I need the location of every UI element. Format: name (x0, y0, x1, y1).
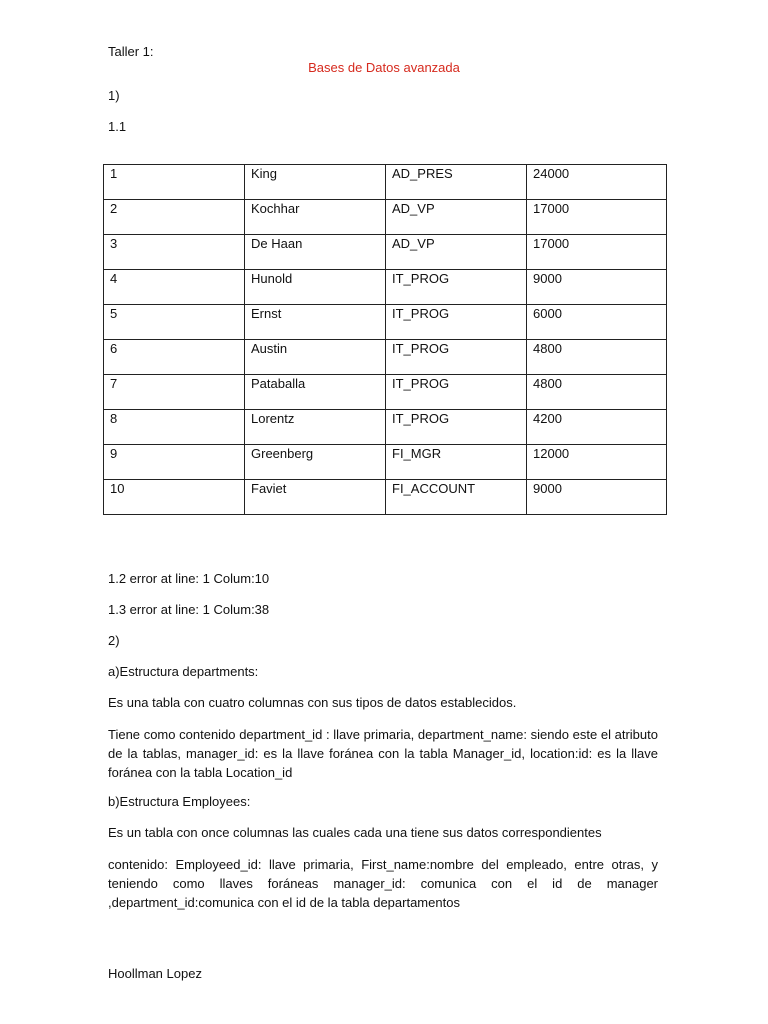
table-cell: 2 (104, 200, 245, 235)
table-cell: AD_VP (386, 200, 527, 235)
section-1-number: 1) (108, 88, 120, 103)
table-cell: King (245, 165, 386, 200)
table-cell: Austin (245, 340, 386, 375)
table-row (104, 480, 667, 515)
table-cell: FI_MGR (386, 445, 527, 480)
table-cell: Hunold (245, 270, 386, 305)
table-cell: AD_PRES (386, 165, 527, 200)
error-1-2: 1.2 error at line: 1 Colum:10 (108, 571, 270, 586)
table-cell: Greenberg (245, 445, 386, 480)
table-row (104, 165, 667, 200)
employees-paragraph-2: contenido: Employeed_id: llave primaria, First_name:nombre del empleado, entre otras, y teniendo como llaves foráneas manager_id: comunica con el id de manager ,department_id:comunica con el id de la tabla departamentos (108, 857, 658, 910)
table-row (104, 445, 667, 480)
table-cell: Ernst (245, 305, 386, 340)
table-cell: Pataballa (245, 375, 386, 410)
table-cell: 9 (104, 445, 245, 480)
table-cell: 10 (104, 480, 245, 515)
table-cell: 4 (104, 270, 245, 305)
table-cell: De Haan (245, 235, 386, 270)
employees-paragraph-1: Es un tabla con once columnas las cuales cada una tiene sus datos correspondientes (108, 825, 602, 840)
table-cell: 6 (104, 340, 245, 375)
section-1-1-number: 1.1 (108, 119, 127, 134)
table-cell: Lorentz (245, 410, 386, 445)
table-cell: 4200 (527, 410, 667, 445)
table-cell: Faviet (245, 480, 386, 515)
table-cell: IT_PROG (386, 270, 527, 305)
table-cell: Kochhar (245, 200, 386, 235)
table-cell: 9000 (527, 270, 667, 305)
table-cell: 6000 (527, 305, 667, 340)
table-cell: IT_PROG (386, 340, 527, 375)
table-cell: 5 (104, 305, 245, 340)
table-row (104, 235, 667, 270)
table-cell: 4800 (527, 340, 667, 375)
table-cell: 7 (104, 375, 245, 410)
table-cell: IT_PROG (386, 305, 527, 340)
assignment-label: Taller 1: (108, 44, 154, 59)
table-cell: 17000 (527, 235, 667, 270)
table-cell: 3 (104, 235, 245, 270)
table-row (104, 200, 667, 235)
document-title: Bases de Datos avanzada (308, 60, 460, 75)
employees-heading: b)Estructura Employees: (108, 794, 251, 809)
table-row (104, 410, 667, 445)
section-2-number: 2) (108, 633, 120, 648)
table-cell: 1 (104, 165, 245, 200)
table-cell: IT_PROG (386, 410, 527, 445)
table-cell: 8 (104, 410, 245, 445)
table-cell: 17000 (527, 200, 667, 235)
table-cell: 24000 (527, 165, 667, 200)
table-row (104, 375, 667, 410)
table-cell: 12000 (527, 445, 667, 480)
table-cell: FI_ACCOUNT (386, 480, 527, 515)
departments-paragraph-2: Tiene como contenido department_id : llave primaria, department_name: siendo este el atributo de la tablas, manager_id: es la llave foránea con la tabla Manager_id, location:id: es la llave foránea con la tabla Location_id (108, 727, 658, 780)
table-cell: 9000 (527, 480, 667, 515)
table-row (104, 270, 667, 305)
employees-table-body (104, 165, 667, 515)
error-1-3: 1.3 error at line: 1 Colum:38 (108, 602, 270, 617)
table-row (104, 305, 667, 340)
table-cell: 4800 (527, 375, 667, 410)
table-cell: IT_PROG (386, 375, 527, 410)
table-cell: AD_VP (386, 235, 527, 270)
departments-heading: a)Estructura departments: (108, 664, 259, 679)
table-row (104, 340, 667, 375)
employees-table (103, 164, 667, 515)
departments-paragraph-1: Es una tabla con cuatro columnas con sus tipos de datos establecidos. (108, 695, 517, 710)
author-name: Hoollman Lopez (108, 966, 202, 981)
